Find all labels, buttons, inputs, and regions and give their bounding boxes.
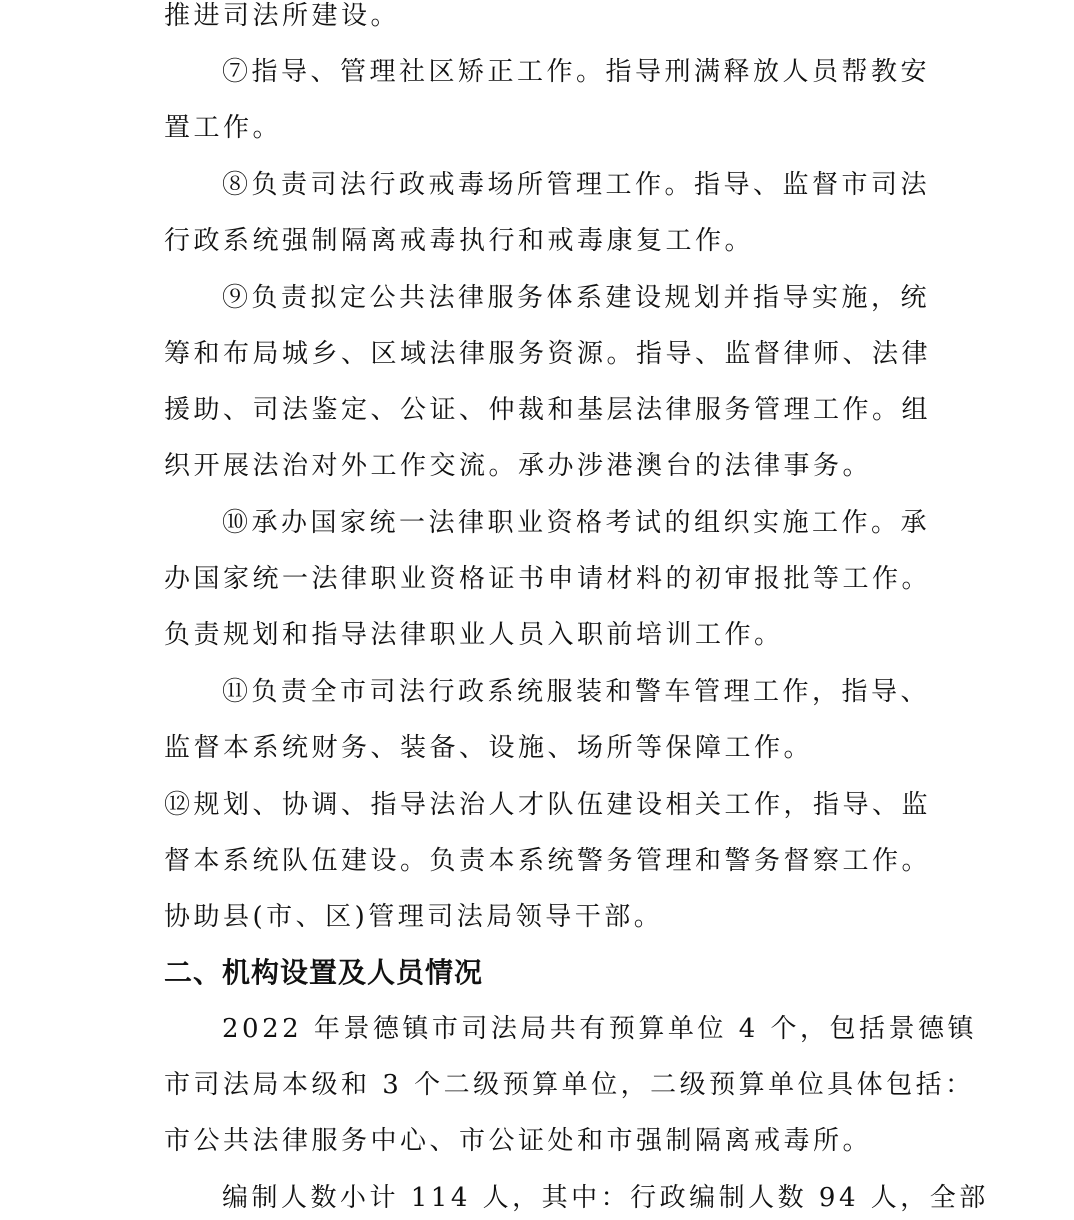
paragraph-7-line-1: ⑦指导、管理社区矫正工作。指导刑满释放人员帮教安 bbox=[222, 57, 931, 87]
paragraph-10-line-2: 办国家统一法律职业资格证书申请材料的初审报批等工作。 bbox=[164, 564, 932, 594]
paragraph-12-line-2: 督本系统队伍建设。负责本系统警务管理和警务督察工作。 bbox=[164, 846, 932, 876]
staff-paragraph-line-1: 编制人数小计 114 人，其中：行政编制人数 94 人，全部 bbox=[222, 1183, 989, 1213]
paragraph-12-line-1: ⑫规划、协调、指导法治人才队伍建设相关工作，指导、监 bbox=[164, 790, 932, 820]
paragraph-7-line-2: 置工作。 bbox=[164, 113, 283, 143]
paragraph-10-line-1: ⑩承办国家统一法律职业资格考试的组织实施工作。承 bbox=[222, 508, 931, 538]
org-paragraph-line-2: 市司法局本级和 3 个二级预算单位，二级预算单位具体包括： bbox=[164, 1070, 975, 1100]
text-line: 推进司法所建设。 bbox=[164, 1, 401, 31]
paragraph-11-line-2: 监督本系统财务、装备、设施、场所等保障工作。 bbox=[164, 733, 814, 763]
paragraph-12-line-3: 协助县(市、区)管理司法局领导干部。 bbox=[164, 902, 664, 932]
org-paragraph-line-1: 2022 年景德镇市司法局共有预算单位 4 个，包括景德镇 bbox=[222, 1014, 978, 1044]
paragraph-9-line-4: 织开展法治对外工作交流。承办涉港澳台的法律事务。 bbox=[164, 451, 873, 481]
paragraph-8-line-2: 行政系统强制隔离戒毒执行和戒毒康复工作。 bbox=[164, 226, 755, 256]
paragraph-11-line-1: ⑪负责全市司法行政系统服装和警车管理工作，指导、 bbox=[222, 677, 931, 707]
paragraph-10-line-3: 负责规划和指导法律职业人员入职前培训工作。 bbox=[164, 620, 784, 650]
paragraph-9-line-3: 援助、司法鉴定、公证、仲裁和基层法律服务管理工作。组 bbox=[164, 395, 932, 425]
org-paragraph-line-3: 市公共法律服务中心、市公证处和市强制隔离戒毒所。 bbox=[164, 1126, 873, 1156]
section-heading: 二、机构设置及人员情况 bbox=[164, 956, 484, 989]
paragraph-9-line-2: 筹和布局城乡、区域法律服务资源。指导、监督律师、法律 bbox=[164, 339, 932, 369]
paragraph-9-line-1: ⑨负责拟定公共法律服务体系建设规划并指导实施，统 bbox=[222, 283, 931, 313]
paragraph-8-line-1: ⑧负责司法行政戒毒场所管理工作。指导、监督市司法 bbox=[222, 170, 931, 200]
